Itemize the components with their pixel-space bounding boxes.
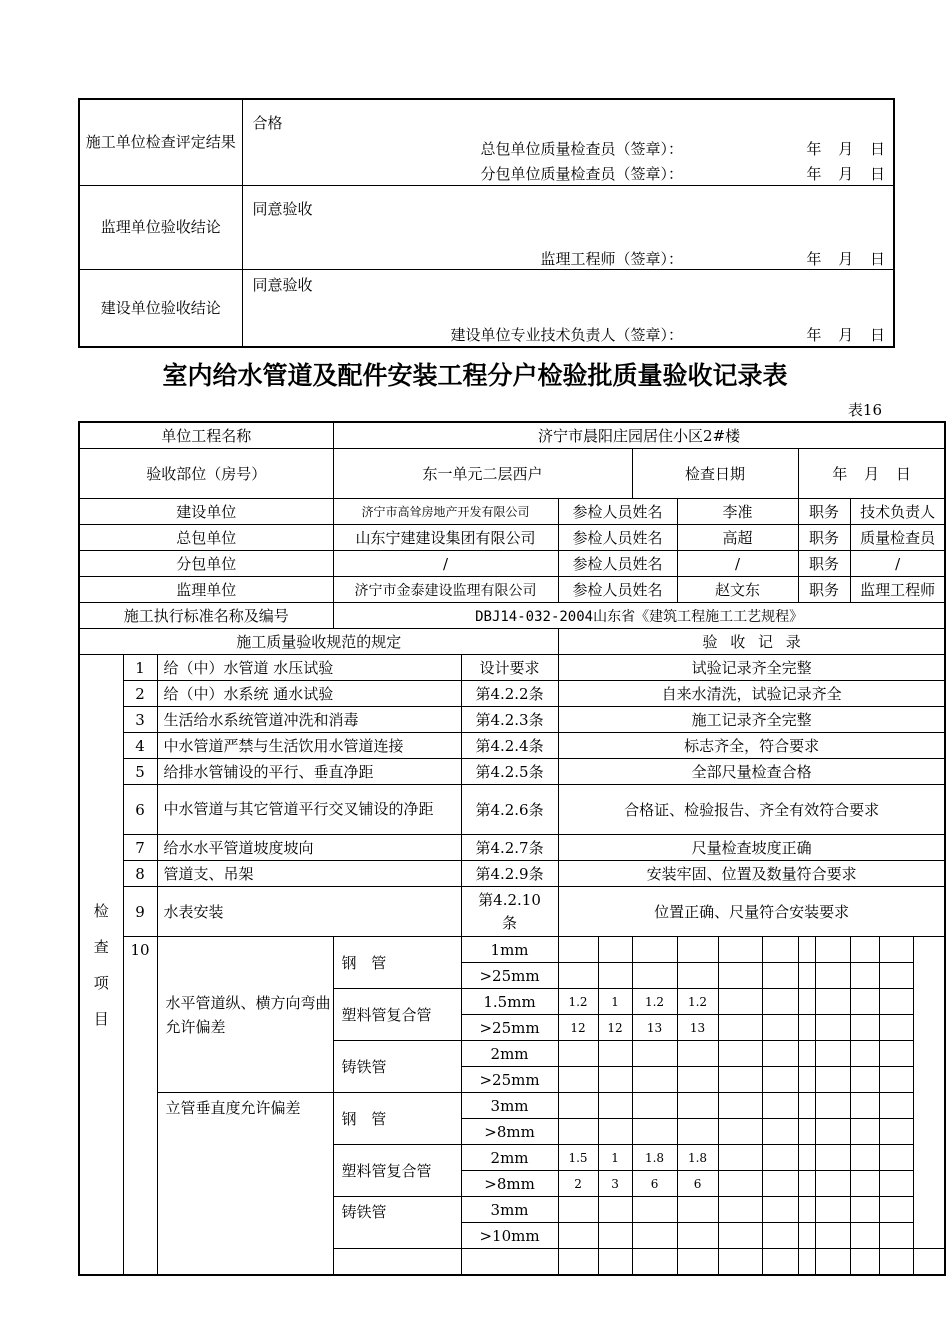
- measurement-cell: [558, 1223, 598, 1249]
- measurement-cell: [762, 963, 798, 989]
- measurement-cell: [798, 1171, 815, 1197]
- measurement-cell: [677, 1197, 718, 1223]
- person-cell: 赵文东: [677, 577, 798, 603]
- person-cell: 高超: [677, 525, 798, 551]
- measurement-cell: 12: [558, 1015, 598, 1041]
- item-requirement: 第4.2.4条: [461, 733, 558, 759]
- person-cell: 李准: [677, 499, 798, 525]
- measurement-cell: 2: [558, 1171, 598, 1197]
- measurement-cell: [677, 1119, 718, 1145]
- measurement-cell: [632, 1093, 677, 1119]
- supervision-date: 年 月 日: [806, 249, 885, 268]
- measurement-cell: [879, 1145, 913, 1171]
- duty-label: 职务: [798, 577, 850, 603]
- measurement-cell: 1.8: [632, 1145, 677, 1171]
- measurement-cell: [718, 963, 762, 989]
- item-record: 全部尺量检查合格: [558, 759, 945, 785]
- measurement-cell: [598, 1223, 632, 1249]
- measurement-cell: 1.5: [558, 1145, 598, 1171]
- item-requirement: 第4.2.3条: [461, 707, 558, 733]
- item-name: 生活给水系统管道冲洗和消毒: [157, 707, 461, 733]
- item-number: 8: [123, 861, 157, 887]
- item-record: 施工记录齐全完整: [558, 707, 945, 733]
- measurement-cell: [879, 1093, 913, 1119]
- measurement-cell: [850, 1015, 879, 1041]
- measurement-cell: 13: [632, 1015, 677, 1041]
- measurement-cell: [815, 937, 850, 963]
- measurement-cell: [850, 1145, 879, 1171]
- supervision-label: 监理单位验收结论: [79, 185, 242, 269]
- measurement-cell: 1.2: [558, 989, 598, 1015]
- tolerance-value: >25mm: [461, 963, 558, 989]
- measurement-cell: [762, 937, 798, 963]
- measurement-cell: [815, 1093, 850, 1119]
- item-record: 尺量检查坡度正确: [558, 835, 945, 861]
- measurement-cell: [762, 1015, 798, 1041]
- table-number: 表16: [847, 401, 882, 419]
- measurement-cell: [718, 1041, 762, 1067]
- unit-project-label: 单位工程名称: [79, 422, 333, 449]
- measurement-cell: [558, 1041, 598, 1067]
- measurement-cell: [815, 1223, 850, 1249]
- measurement-cell: [632, 1197, 677, 1223]
- supervision-result: 同意验收: [252, 199, 313, 218]
- measurement-cell: [598, 1067, 632, 1093]
- measurement-cell: [762, 1093, 798, 1119]
- item-name: 给水水平管道坡度坡向: [157, 835, 461, 861]
- tolerance-value: 1mm: [461, 937, 558, 963]
- measurement-cell: [558, 963, 598, 989]
- item-record: 位置正确、尺量符合安装要求: [558, 887, 945, 937]
- measurement-cell: [558, 937, 598, 963]
- person-cell: /: [677, 551, 798, 577]
- measurement-cell: [815, 989, 850, 1015]
- item-requirement: 第4.2.2条: [461, 681, 558, 707]
- measurement-cell: [677, 1223, 718, 1249]
- measurement-cell: [815, 1067, 850, 1093]
- measurement-cell: 6: [632, 1171, 677, 1197]
- duty-cell: /: [850, 551, 945, 577]
- measurement-cell: [762, 1197, 798, 1223]
- tolerance-value: >8mm: [461, 1171, 558, 1197]
- duty-cell: 技术负责人: [850, 499, 945, 525]
- measurement-cell: 1.8: [677, 1145, 718, 1171]
- measurement-cell: [879, 1041, 913, 1067]
- item-number: 5: [123, 759, 157, 785]
- page-title: 室内给水管道及配件安装工程分户检验批质量验收记录表: [162, 361, 788, 390]
- measurement-cell: [798, 1015, 815, 1041]
- standard-label: 施工执行标准名称及编号: [79, 603, 333, 629]
- subcontractor-date: 年 月 日: [806, 165, 885, 183]
- general-contractor-date: 年 月 日: [806, 140, 885, 158]
- measurement-cell: [850, 1067, 879, 1093]
- measurement-cell: [879, 1015, 913, 1041]
- measurement-cell: [718, 1015, 762, 1041]
- duty-cell: 质量检查员: [850, 525, 945, 551]
- tolerance-value: 1.5mm: [461, 989, 558, 1015]
- measurement-cell: [798, 1197, 815, 1223]
- check-date-value: 年 月 日: [798, 449, 945, 499]
- supervision-sign: 监理工程师（签章）：: [540, 249, 683, 268]
- general-contractor-sign: 总包单位质量检查员（签章）：: [480, 140, 683, 158]
- company-cell: 济宁市金泰建设监理有限公司: [333, 577, 558, 603]
- measurement-cell: [762, 1223, 798, 1249]
- owner-label: 建设单位验收结论: [79, 269, 242, 347]
- owner-cell: [242, 269, 894, 347]
- measurement-cell: [762, 989, 798, 1015]
- participant-label: 参检人员姓名: [558, 525, 677, 551]
- measurement-cell: [762, 1145, 798, 1171]
- measurement-cell: [815, 1041, 850, 1067]
- measurement-cell: [632, 1041, 677, 1067]
- measurement-cell: [815, 1197, 850, 1223]
- unit-project-value: 济宁市晨阳庄园居住小区2#楼: [333, 422, 945, 449]
- measurement-cell: [677, 937, 718, 963]
- measurement-cell: [798, 1145, 815, 1171]
- measurement-cell: [598, 1119, 632, 1145]
- measurement-cell: [879, 937, 913, 963]
- measurement-cell: [879, 1197, 913, 1223]
- measurement-cell: [850, 989, 879, 1015]
- cast-iron-pipe-label: 铸铁管: [333, 1041, 461, 1093]
- measurement-cell: [850, 1171, 879, 1197]
- measurement-cell: [798, 1119, 815, 1145]
- item-name: 给（中）水系统 通水试验: [157, 681, 461, 707]
- measurement-cell: [632, 937, 677, 963]
- item-number: 4: [123, 733, 157, 759]
- company-cell: /: [333, 551, 558, 577]
- duty-label: 职务: [798, 525, 850, 551]
- item-record: 试验记录齐全完整: [558, 655, 945, 681]
- measurement-cell: [798, 1067, 815, 1093]
- measurement-cell: [879, 1171, 913, 1197]
- construction-check-label: 施工单位检查评定结果: [79, 99, 242, 185]
- measurement-cell: [850, 1197, 879, 1223]
- measurement-cell: 12: [598, 1015, 632, 1041]
- measurement-cell: [718, 1119, 762, 1145]
- measurement-cell: [798, 963, 815, 989]
- measurement-cell: 1: [598, 989, 632, 1015]
- owner-result: 同意验收: [252, 275, 313, 294]
- measurement-cell: [718, 937, 762, 963]
- measurement-cell: [718, 1067, 762, 1093]
- measurement-cell: [558, 1119, 598, 1145]
- measurement-cell: [718, 1197, 762, 1223]
- role-cell: 分包单位: [79, 551, 333, 577]
- measurement-cell: [718, 989, 762, 1015]
- item-number: 2: [123, 681, 157, 707]
- item-requirement: 第4.2.9条: [461, 861, 558, 887]
- tolerance-value: >8mm: [461, 1119, 558, 1145]
- measurement-cell: [850, 1119, 879, 1145]
- tolerance-row: [79, 1093, 945, 1119]
- standard-value: DBJ14-032-2004山东省《建筑工程施工工艺规程》: [333, 603, 945, 629]
- role-cell: 建设单位: [79, 499, 333, 525]
- tolerance-value: 3mm: [461, 1197, 558, 1223]
- measurement-cell: [879, 1223, 913, 1249]
- measurement-cell: 1.2: [632, 989, 677, 1015]
- measurement-cell: [598, 937, 632, 963]
- item-name: 中水管道与其它管道平行交叉铺设的净距: [157, 785, 461, 835]
- tolerance-value: 2mm: [461, 1041, 558, 1067]
- measurement-cell: [815, 963, 850, 989]
- steel-pipe-label: 钢 管: [333, 937, 461, 989]
- role-cell: 总包单位: [79, 525, 333, 551]
- measurement-cell: [850, 1041, 879, 1067]
- tolerance-value: >25mm: [461, 1067, 558, 1093]
- tolerance-value: >25mm: [461, 1015, 558, 1041]
- item-name: 中水管道严禁与生活饮用水管道连接: [157, 733, 461, 759]
- measurement-cell: [718, 1223, 762, 1249]
- check-date-label: 检查日期: [632, 449, 798, 499]
- item-number: 9: [123, 887, 157, 937]
- tolerance-value: 2mm: [461, 1145, 558, 1171]
- item-name: 给排水管铺设的平行、垂直净距: [157, 759, 461, 785]
- measurement-cell: [762, 1067, 798, 1093]
- item-number: 3: [123, 707, 157, 733]
- accept-part-value: 东一单元二层西户: [333, 449, 632, 499]
- duty-cell: 监理工程师: [850, 577, 945, 603]
- measurement-cell: [598, 1197, 632, 1223]
- check-items-side-label: 检 查 项 目: [79, 655, 123, 1276]
- measurement-cell: [677, 1093, 718, 1119]
- measurement-cell: [815, 1145, 850, 1171]
- measurement-cell: [598, 1093, 632, 1119]
- vertical-plumb-label: 立管垂直度允许偏差: [157, 1093, 333, 1276]
- measurement-cell: [632, 1067, 677, 1093]
- measurement-cell: [677, 1067, 718, 1093]
- measurement-cell: [815, 1171, 850, 1197]
- measurement-cell: 6: [677, 1171, 718, 1197]
- measurement-cell: 3: [598, 1171, 632, 1197]
- measurement-cell: [558, 1197, 598, 1223]
- measurement-cell: 13: [677, 1015, 718, 1041]
- item-number: 10: [123, 937, 157, 1276]
- measurement-cell: [798, 989, 815, 1015]
- measurement-cell: [762, 1041, 798, 1067]
- measurement-cell: [598, 1041, 632, 1067]
- measurement-cell: [850, 937, 879, 963]
- measurement-cell: [632, 1119, 677, 1145]
- inspection-table: [78, 421, 946, 1276]
- measurement-cell: [798, 1041, 815, 1067]
- measurement-cell: [762, 1171, 798, 1197]
- measurement-cell: [850, 1223, 879, 1249]
- measurement-cell: [815, 1015, 850, 1041]
- measurement-cell: [632, 963, 677, 989]
- measurement-cell: [762, 1119, 798, 1145]
- measurement-cell: 1: [598, 1145, 632, 1171]
- measurement-cell: [850, 963, 879, 989]
- measurement-cell: [558, 1093, 598, 1119]
- measurement-cell: [879, 963, 913, 989]
- company-cell: 山东宁建建设集团有限公司: [333, 525, 558, 551]
- item-name: 给（中）水管道 水压试验: [157, 655, 461, 681]
- measurement-cell: [798, 1093, 815, 1119]
- duty-label: 职务: [798, 551, 850, 577]
- construction-result: 合格: [252, 114, 283, 132]
- item-number: 1: [123, 655, 157, 681]
- item-record: 自来水清洗，试验记录齐全: [558, 681, 945, 707]
- measurement-cell: [677, 1041, 718, 1067]
- measurement-cell: [558, 1067, 598, 1093]
- measurement-cell: [718, 1093, 762, 1119]
- measurement-cell: [718, 1145, 762, 1171]
- item-number: 7: [123, 835, 157, 861]
- measurement-cell: 1.2: [677, 989, 718, 1015]
- item-name: 水表安装: [157, 887, 461, 937]
- construction-check-cell: [242, 99, 894, 185]
- item-number: 6: [123, 785, 157, 835]
- measurement-cell: [879, 1067, 913, 1093]
- duty-label: 职务: [798, 499, 850, 525]
- company-cell: 济宁市高耸房地产开发有限公司: [333, 499, 558, 525]
- item-record: 合格证、检验报告、齐全有效符合要求: [558, 785, 945, 835]
- item-requirement: 设计要求: [461, 655, 558, 681]
- horizontal-bend-label: 水平管道纵、横方向弯曲允许偏差: [157, 937, 333, 1093]
- measurement-cell: [850, 1093, 879, 1119]
- measurement-cell: [718, 1171, 762, 1197]
- plastic-pipe-label: 塑料管复合管: [333, 989, 461, 1041]
- measurement-cell: [815, 1119, 850, 1145]
- measurement-cell: [879, 989, 913, 1015]
- tolerance-row: [79, 937, 945, 963]
- measurement-cell: [632, 1223, 677, 1249]
- participant-label: 参检人员姓名: [558, 577, 677, 603]
- measurement-cell: [879, 1119, 913, 1145]
- plastic-pipe-label: 塑料管复合管: [333, 1145, 461, 1197]
- spec-header: 施工质量验收规范的规定: [79, 629, 558, 655]
- item-record: 安装牢固、位置及数量符合要求: [558, 861, 945, 887]
- item-requirement: 第4.2.7条: [461, 835, 558, 861]
- signoff-table: [78, 98, 895, 348]
- role-cell: 监理单位: [79, 577, 333, 603]
- measurement-cell: [798, 937, 815, 963]
- participant-label: 参检人员姓名: [558, 551, 677, 577]
- item-requirement: 第4.2.6条: [461, 785, 558, 835]
- tolerance-value: >10mm: [461, 1223, 558, 1249]
- owner-date: 年 月 日: [806, 325, 885, 344]
- tolerance-value: 3mm: [461, 1093, 558, 1119]
- cast-iron-pipe-label: 铸铁管: [333, 1197, 461, 1249]
- item-record: 标志齐全，符合要求: [558, 733, 945, 759]
- accept-part-label: 验收部位（房号）: [79, 449, 333, 499]
- subcontractor-sign: 分包单位质量检查员（签章）：: [480, 165, 683, 183]
- steel-pipe-label: 钢 管: [333, 1093, 461, 1145]
- measurement-cell: [677, 963, 718, 989]
- supervision-cell: [242, 185, 894, 269]
- item-name: 管道支、吊架: [157, 861, 461, 887]
- record-header: 验 收 记 录: [558, 629, 945, 655]
- owner-sign: 建设单位专业技术负责人（签章）：: [450, 325, 683, 344]
- item-requirement: 第4.2.10条: [461, 887, 558, 937]
- measurement-cell: [798, 1223, 815, 1249]
- participant-label: 参检人员姓名: [558, 499, 677, 525]
- item-requirement: 第4.2.5条: [461, 759, 558, 785]
- measurement-cell: [598, 963, 632, 989]
